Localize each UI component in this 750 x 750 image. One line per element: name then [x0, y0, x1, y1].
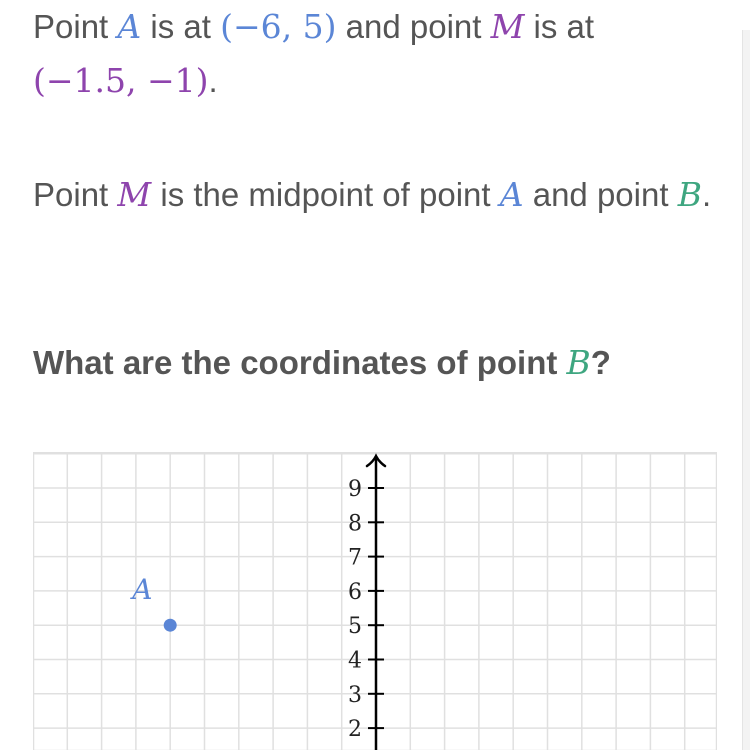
- y-tick-label: 9: [348, 477, 362, 502]
- point-a-dot[interactable]: [164, 619, 177, 632]
- text: is at: [141, 8, 221, 45]
- y-tick-label: 8: [348, 511, 362, 537]
- graph-svg[interactable]: [33, 452, 717, 750]
- text: is at: [524, 8, 595, 45]
- point-m-coordinates: (−1.5, −1): [33, 61, 209, 100]
- point-b-var: B: [677, 175, 702, 214]
- y-tick-label: 2: [348, 717, 362, 743]
- y-axis-ticks: [348, 477, 384, 742]
- text: .: [208, 62, 218, 99]
- point-a-coordinates: (−6, 5): [220, 7, 337, 46]
- y-tick-label: 4: [348, 648, 362, 674]
- y-tick-label: 6: [348, 579, 362, 605]
- text: and point: [336, 8, 491, 45]
- point-b-var: B: [566, 343, 591, 382]
- text: is the midpoint of point: [151, 176, 500, 213]
- y-tick-label: 5: [348, 614, 362, 640]
- point-m-var: M: [117, 175, 152, 214]
- question-text: What are the coordinates of point: [33, 344, 567, 381]
- midpoint-statement: [33, 168, 713, 222]
- point-a-var: A: [117, 7, 142, 46]
- text: Point: [33, 8, 118, 45]
- point-a-var: A: [499, 175, 524, 214]
- y-axis: [367, 456, 385, 750]
- y-tick-label: 3: [348, 682, 362, 708]
- scrollbar[interactable]: [742, 30, 750, 750]
- point-a-label: A: [132, 573, 153, 607]
- text: .: [701, 176, 712, 213]
- question: [33, 336, 713, 390]
- coordinate-graph[interactable]: [33, 452, 717, 750]
- text: and point: [523, 176, 678, 213]
- question-mark: ?: [590, 344, 611, 381]
- problem-statement: [33, 0, 713, 108]
- point-m-var: M: [490, 7, 525, 46]
- y-tick-label: 7: [348, 545, 362, 571]
- text: Point: [33, 176, 118, 213]
